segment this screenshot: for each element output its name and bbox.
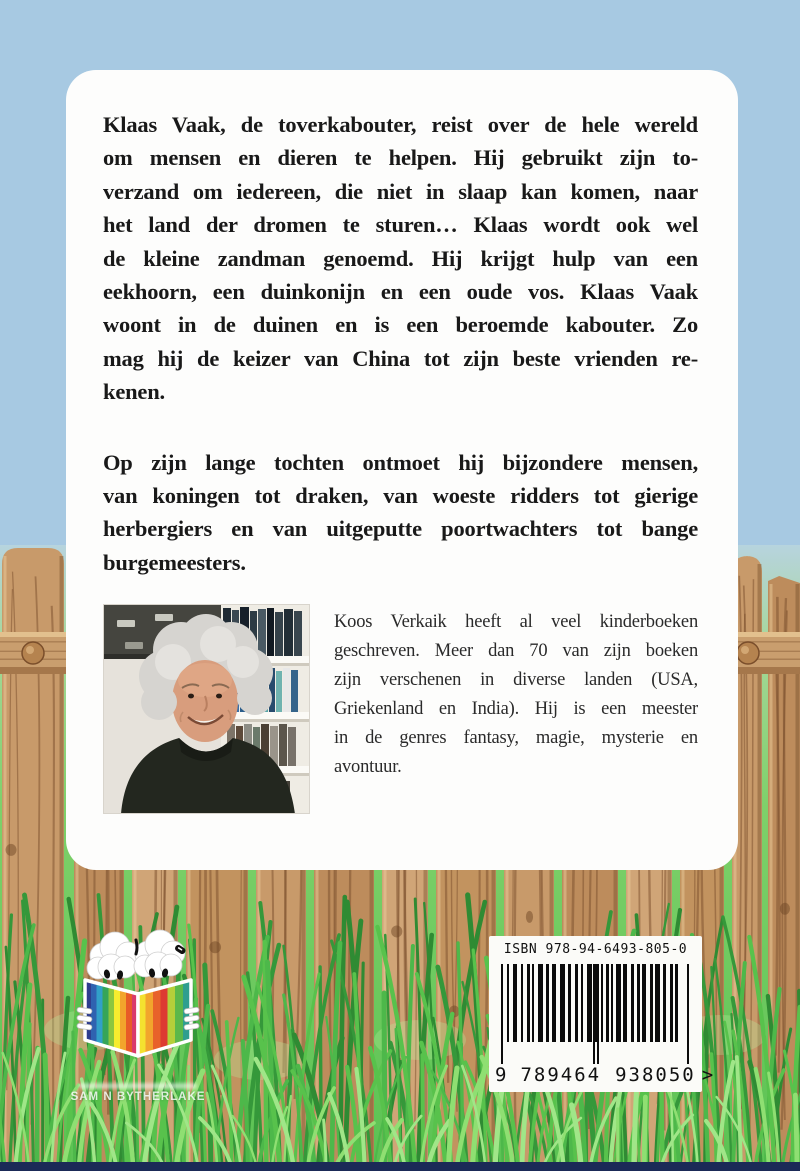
text-line: in de genres fantasy, magie, mysterie en	[334, 728, 698, 749]
author-bio	[334, 608, 698, 814]
barcode-bars-icon	[499, 964, 692, 1068]
text-line: van koningen tot draken, van woeste ridders tot gierige	[103, 483, 698, 509]
barcode-digit-lead: 9	[495, 1064, 507, 1086]
publisher-tagline	[79, 1083, 197, 1089]
sheep-reading-rainbow-book-icon	[63, 926, 213, 1076]
isbn-label: ISBN 978-94-6493-805-0	[503, 942, 688, 957]
text-line: om mensen en dieren te helpen. Hij gebruikt zijn to-	[103, 145, 698, 171]
rainbow-book	[85, 980, 191, 1056]
text-line: woont in de duinen en is een beroemde kabouter. Zo	[103, 312, 698, 338]
publisher-name: SAM N BYTHERLAKE	[70, 1091, 206, 1103]
text-line: zijn verschenen in diverse landen (USA,	[334, 670, 698, 691]
text-line: Griekenland en India). Hij is een meester	[334, 699, 698, 720]
text-line: avontuur.	[334, 757, 402, 778]
text-line: Koos Verkaik heeft al veel kinderboeken	[334, 612, 698, 633]
barcode-digits	[489, 1064, 714, 1086]
barcode-bars	[499, 964, 692, 1072]
text-line: Op zijn lange tochten ontmoet hij bijzondere mensen,	[103, 449, 698, 475]
blurb-paragraph-1	[103, 108, 698, 409]
barcode-digit-group-2: 938050	[615, 1064, 696, 1086]
text-line: Klaas Vaak, de toverkabouter, reist over de hele wereld	[103, 112, 698, 137]
text-line: verzand om iedereen, die niet in slaap kan komen, naar	[103, 178, 698, 204]
text-line: de kleine zandman genoemd. Hij krijgt hulp van een	[103, 245, 698, 271]
blurb-card-content	[103, 108, 698, 814]
isbn-barcode	[489, 936, 714, 1092]
publisher-logo	[62, 926, 214, 1103]
author-section	[103, 604, 698, 814]
author-photo-illustration	[103, 604, 310, 814]
barcode-digit-group-1: 789464	[520, 1064, 602, 1086]
text-line: eekhoorn, een duinkonijn en een oude vos. Klaas Vaak	[103, 279, 698, 305]
author-photo	[103, 604, 310, 814]
blurb-paragraph-2	[103, 446, 698, 580]
blurb-card	[66, 70, 738, 870]
text-line: het land der dromen te sturen… Klaas wordt ook wel	[103, 212, 698, 238]
text-line: herbergiers en van uitgeputte poortwachters tot bange	[103, 516, 698, 542]
text-line: kenen.	[103, 379, 165, 405]
barcode-end-marker: >	[701, 1064, 714, 1086]
text-line: mag hij de keizer van China tot zijn beste vrienden re-	[103, 345, 698, 371]
text-line: burgemeesters.	[103, 549, 246, 575]
text-line: geschreven. Meer dan 70 van zijn boeken	[334, 641, 698, 662]
